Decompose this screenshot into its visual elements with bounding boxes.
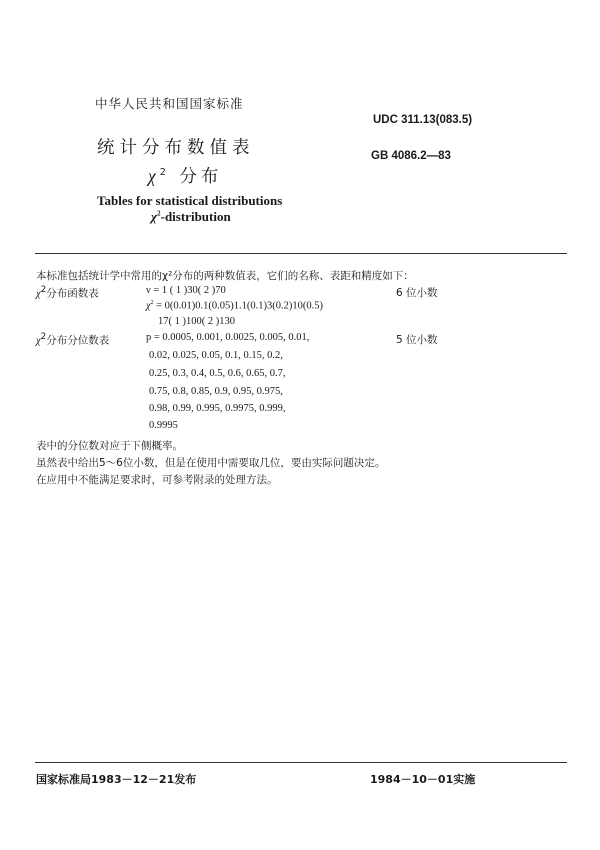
document-title-cn: 统计分布数值表: [97, 138, 255, 158]
table1-line3: 17( 1 )100( 2 )130: [158, 316, 235, 327]
issue-date: 国家标准局1983－12－21发布: [36, 773, 197, 786]
chi-superscript: 2: [150, 300, 154, 306]
subtitle-text: 分布: [179, 167, 223, 187]
table2-line: p = 0.0005, 0.001, 0.0025, 0.005, 0.01,: [146, 332, 310, 343]
table1-line2-text: = 0(0.01)0.1(0.05)1.1(0.1)3(0.2)10(0.5): [153, 300, 324, 312]
top-rule: [35, 253, 567, 254]
table1-precision: 6 位小数: [396, 287, 438, 299]
note-line: 虽然表中给出5～6位小数，但是在使用中需要取几位，要由实际问题决定。: [36, 457, 386, 469]
table2-line: 0.02, 0.025, 0.05, 0.1, 0.15, 0.2,: [149, 350, 283, 361]
table2-line: 0.25, 0.3, 0.4, 0.5, 0.6, 0.65, 0.7,: [149, 368, 286, 379]
subtitle-en-text: -distribution: [160, 209, 231, 224]
chi-symbol: χ: [148, 166, 160, 186]
table2-precision: 5 位小数: [396, 334, 438, 346]
chi-symbol: χ: [146, 300, 151, 312]
table1-label-text: 分布函数表: [46, 287, 99, 300]
udc-code: UDC 311.13(083.5): [373, 114, 473, 126]
table2-line: 0.9995: [149, 420, 178, 431]
table1-line2: [146, 300, 323, 312]
table2-label: [36, 332, 109, 348]
chi-symbol: χ: [36, 335, 41, 347]
table1-label: [36, 285, 99, 301]
table2-line: 0.98, 0.99, 0.995, 0.9975, 0.999,: [149, 403, 286, 414]
chi-symbol: χ: [151, 209, 158, 224]
table2-line: 0.75, 0.8, 0.85, 0.9, 0.95, 0.975,: [149, 386, 283, 397]
document-subtitle-cn: [148, 163, 222, 188]
issuer-title: 中华人民共和国国家标准: [95, 96, 244, 111]
chi-superscript: 2: [159, 167, 170, 179]
document-title-en: Tables for statistical distributions: [97, 193, 283, 208]
table1-line1: ν = 1 ( 1 )30( 2 )70: [146, 285, 226, 296]
effective-date: 1984－10－01实施: [370, 773, 476, 786]
chi-superscript: 2: [40, 285, 47, 295]
gb-number: GB 4086.2—83: [371, 150, 451, 162]
chi-symbol: χ: [36, 288, 41, 300]
note-line: 在应用中不能满足要求时，可参考附录的处理方法。: [36, 474, 278, 486]
chi-superscript: 2: [157, 209, 161, 218]
note-line: 表中的分位数对应于下侧概率。: [36, 440, 183, 452]
intro-paragraph: 本标准包括统计学中常用的χ²分布的两种数值表，它们的名称、表距和精度如下：: [36, 270, 414, 282]
bottom-rule: [35, 762, 567, 763]
chi-superscript: 2: [40, 332, 47, 342]
table2-label-text: 分布分位数表: [46, 334, 110, 347]
document-subtitle-en: [151, 209, 231, 225]
